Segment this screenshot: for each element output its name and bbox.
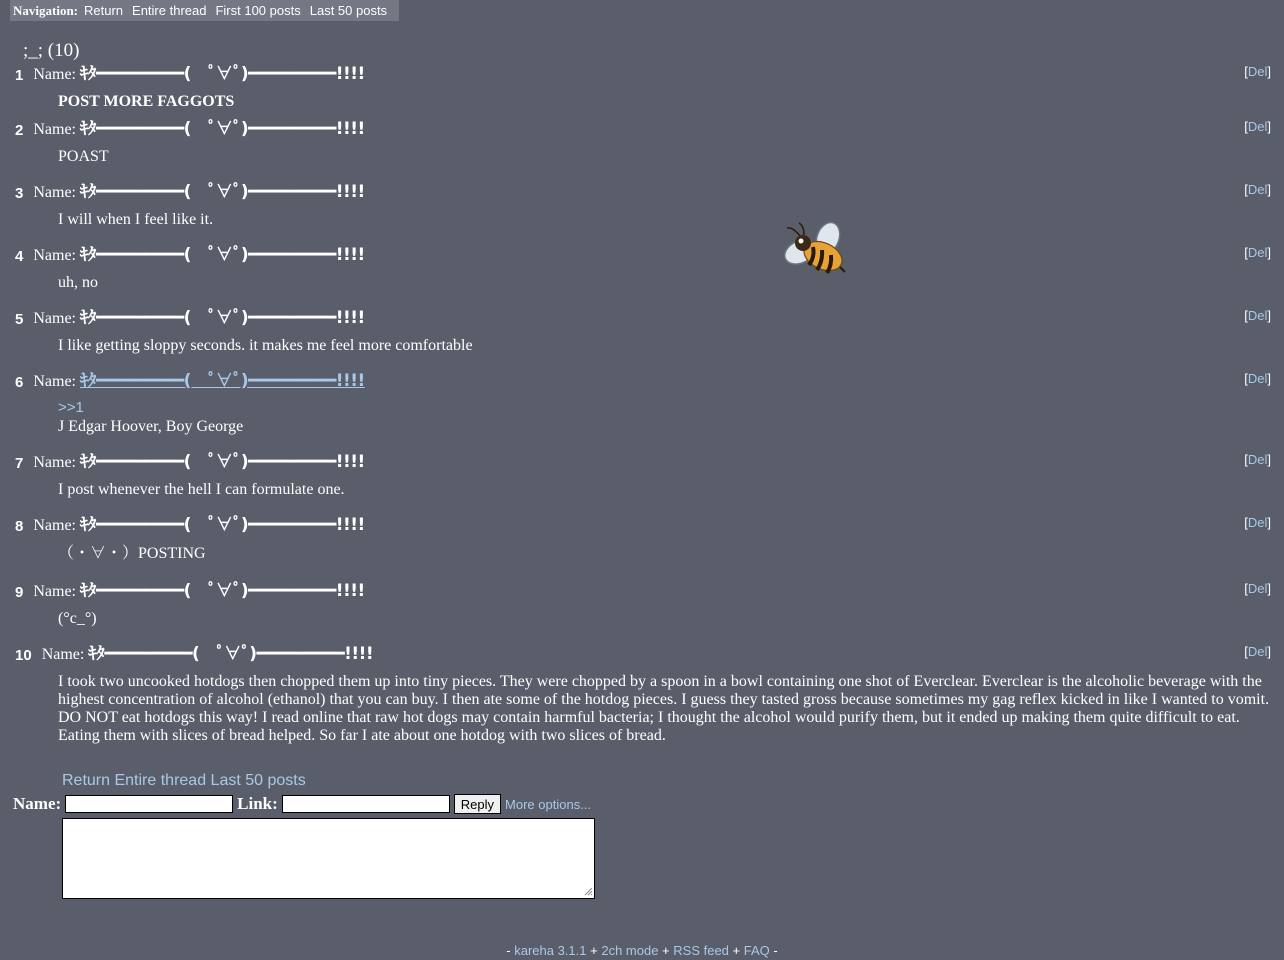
- bottom-last-50-link[interactable]: Last 50 posts: [210, 772, 306, 789]
- post-number[interactable]: 6: [15, 374, 24, 391]
- post-poster-name: ｷﾀ━━━━━━━━━( ﾟ∀ﾟ)━━━━━━━━━!!!!: [80, 515, 365, 535]
- post-number[interactable]: 2: [15, 122, 24, 139]
- post-body: I post whenever the hell I can formulate one.: [58, 481, 345, 498]
- post-delete: [Del]: [1244, 245, 1271, 260]
- post-body: I will when I feel like it.: [58, 211, 214, 228]
- footer-2ch-mode-link[interactable]: 2ch mode: [601, 943, 659, 958]
- delete-link[interactable]: Del: [1247, 182, 1268, 197]
- post-delete: [Del]: [1244, 182, 1271, 197]
- post-poster-name: ｷﾀ━━━━━━━━━( ﾟ∀ﾟ)━━━━━━━━━!!!!: [88, 644, 374, 664]
- post-header: [15, 62, 365, 84]
- post-header: [15, 513, 365, 535]
- post-body: uh, no: [58, 274, 98, 291]
- post-name-label: Name:: [41, 646, 85, 663]
- post-delete: [Del]: [1244, 581, 1271, 596]
- post-number[interactable]: 3: [15, 185, 24, 202]
- post-delete: [Del]: [1244, 371, 1271, 386]
- post-body: POAST: [58, 148, 109, 165]
- post-body: I took two uncooked hotdogs then chopped them up into tiny pieces. They were chopped by a spoon in a bowl containing one shot of Everclear. Everclear is the alcoholic beverage with the highest concentration of alcohol (ethanol) that you can buy. I then ate some of the hotdog pieces. I guess they tasted gross because sometimes my gag reflex kicked in like I wanted to vomit. DO NOT eat hotdogs this way! I read online that raw hot dogs may contain harmful bacteria; I thought the alcohol would purify them, but it ended up making them quite difficult to eat. Eating them with slices of bread helped. So far I ate about one hotdog with two slices of bread.: [58, 673, 1270, 744]
- post-name-label: Name:: [33, 247, 76, 264]
- delete-link[interactable]: Del: [1247, 515, 1268, 530]
- post-body: （・∀・）POSTING: [58, 545, 206, 562]
- navigation-label: Navigation:: [13, 2, 78, 18]
- post-header: [15, 642, 373, 664]
- name-field-label: Name:: [13, 794, 62, 813]
- post-body: (°c_°): [58, 610, 97, 627]
- post-name-label: Name:: [33, 373, 76, 390]
- post-body: I like getting sloppy seconds. it makes me feel more comfortable: [58, 337, 473, 354]
- post-name-label: Name:: [33, 121, 76, 138]
- post-delete: [Del]: [1244, 644, 1271, 659]
- resize-grip-icon[interactable]: [584, 887, 593, 896]
- link-field-label: Link:: [237, 794, 278, 813]
- post-name-label: Name:: [33, 66, 76, 83]
- post-name-label: Name:: [33, 583, 76, 600]
- delete-link[interactable]: Del: [1247, 119, 1268, 134]
- post-poster-name: ｷﾀ━━━━━━━━━( ﾟ∀ﾟ)━━━━━━━━━!!!!: [80, 245, 365, 265]
- thread-title: ;_; (10): [23, 40, 80, 61]
- footer-faq-link[interactable]: FAQ: [743, 943, 770, 958]
- post-body: POST MORE FAGGOTS: [58, 93, 235, 110]
- footer-kareha-link[interactable]: kareha 3.1.1: [514, 943, 587, 958]
- post-name-label: Name:: [33, 310, 76, 327]
- post-delete: [Del]: [1244, 308, 1271, 323]
- post-header: [15, 306, 365, 328]
- post-number[interactable]: 4: [15, 248, 24, 265]
- comment-textarea[interactable]: [62, 818, 595, 899]
- post-poster-name: ｷﾀ━━━━━━━━━( ﾟ∀ﾟ)━━━━━━━━━!!!!: [80, 64, 365, 84]
- delete-link[interactable]: Del: [1247, 245, 1268, 260]
- post-header: [15, 243, 365, 265]
- post-delete: [Del]: [1244, 452, 1271, 467]
- post-number[interactable]: 5: [15, 311, 24, 328]
- nav-first-100-link[interactable]: First 100 posts: [215, 3, 301, 18]
- post-poster-name: ｷﾀ━━━━━━━━━( ﾟ∀ﾟ)━━━━━━━━━!!!!: [80, 119, 365, 139]
- link-input[interactable]: [282, 795, 450, 813]
- name-input[interactable]: [65, 795, 233, 813]
- post-poster-name-link[interactable]: ｷﾀ━━━━━━━━━( ﾟ∀ﾟ)━━━━━━━━━!!!!: [80, 371, 365, 391]
- footer: - kareha 3.1.1 + 2ch mode + RSS feed + FAQ -: [506, 943, 778, 958]
- footer-rss-feed-link[interactable]: RSS feed: [673, 943, 729, 958]
- delete-link[interactable]: Del: [1247, 371, 1268, 386]
- post-poster-name: ｷﾀ━━━━━━━━━( ﾟ∀ﾟ)━━━━━━━━━!!!!: [80, 581, 365, 601]
- bottom-entire-thread-link[interactable]: Entire thread: [114, 772, 207, 789]
- reply-button[interactable]: Reply: [454, 794, 501, 814]
- post-delete: [Del]: [1244, 515, 1271, 530]
- post-name-label: Name:: [33, 454, 76, 471]
- nav-entire-thread-link[interactable]: Entire thread: [132, 3, 207, 18]
- nav-return-link[interactable]: Return: [84, 3, 124, 18]
- delete-link[interactable]: Del: [1247, 581, 1268, 596]
- bee-icon: [780, 220, 846, 278]
- post-header: [15, 579, 365, 601]
- nav-last-50-link[interactable]: Last 50 posts: [309, 3, 388, 18]
- post-poster-name: ｷﾀ━━━━━━━━━( ﾟ∀ﾟ)━━━━━━━━━!!!!: [80, 452, 365, 472]
- post-number[interactable]: 9: [15, 584, 24, 601]
- post-body: J Edgar Hoover, Boy George: [58, 418, 244, 435]
- post-delete: [Del]: [1244, 64, 1271, 79]
- more-options-link[interactable]: More options...: [505, 796, 592, 812]
- delete-link[interactable]: Del: [1247, 644, 1268, 659]
- post-header: [15, 117, 365, 139]
- post-header: [15, 180, 365, 202]
- navigation-bar: [10, 0, 399, 21]
- post-number[interactable]: 7: [15, 455, 24, 472]
- post-poster-name: ｷﾀ━━━━━━━━━( ﾟ∀ﾟ)━━━━━━━━━!!!!: [80, 308, 365, 328]
- post-header: [15, 369, 365, 391]
- quote-reference-link[interactable]: >>1: [58, 399, 84, 416]
- post-name-label: Name:: [33, 517, 76, 534]
- post-number[interactable]: 1: [15, 67, 24, 84]
- reply-form-row: [13, 794, 591, 814]
- delete-link[interactable]: Del: [1247, 452, 1268, 467]
- post-name-label: Name:: [33, 184, 76, 201]
- post-number[interactable]: 8: [15, 518, 24, 535]
- post-number[interactable]: 10: [15, 647, 32, 664]
- post-header: [15, 450, 365, 472]
- delete-link[interactable]: Del: [1247, 64, 1268, 79]
- delete-link[interactable]: Del: [1247, 308, 1268, 323]
- thread-bottom-links: [62, 772, 306, 790]
- post-poster-name: ｷﾀ━━━━━━━━━( ﾟ∀ﾟ)━━━━━━━━━!!!!: [80, 182, 365, 202]
- bottom-return-link[interactable]: Return: [62, 772, 111, 789]
- post-delete: [Del]: [1244, 119, 1271, 134]
